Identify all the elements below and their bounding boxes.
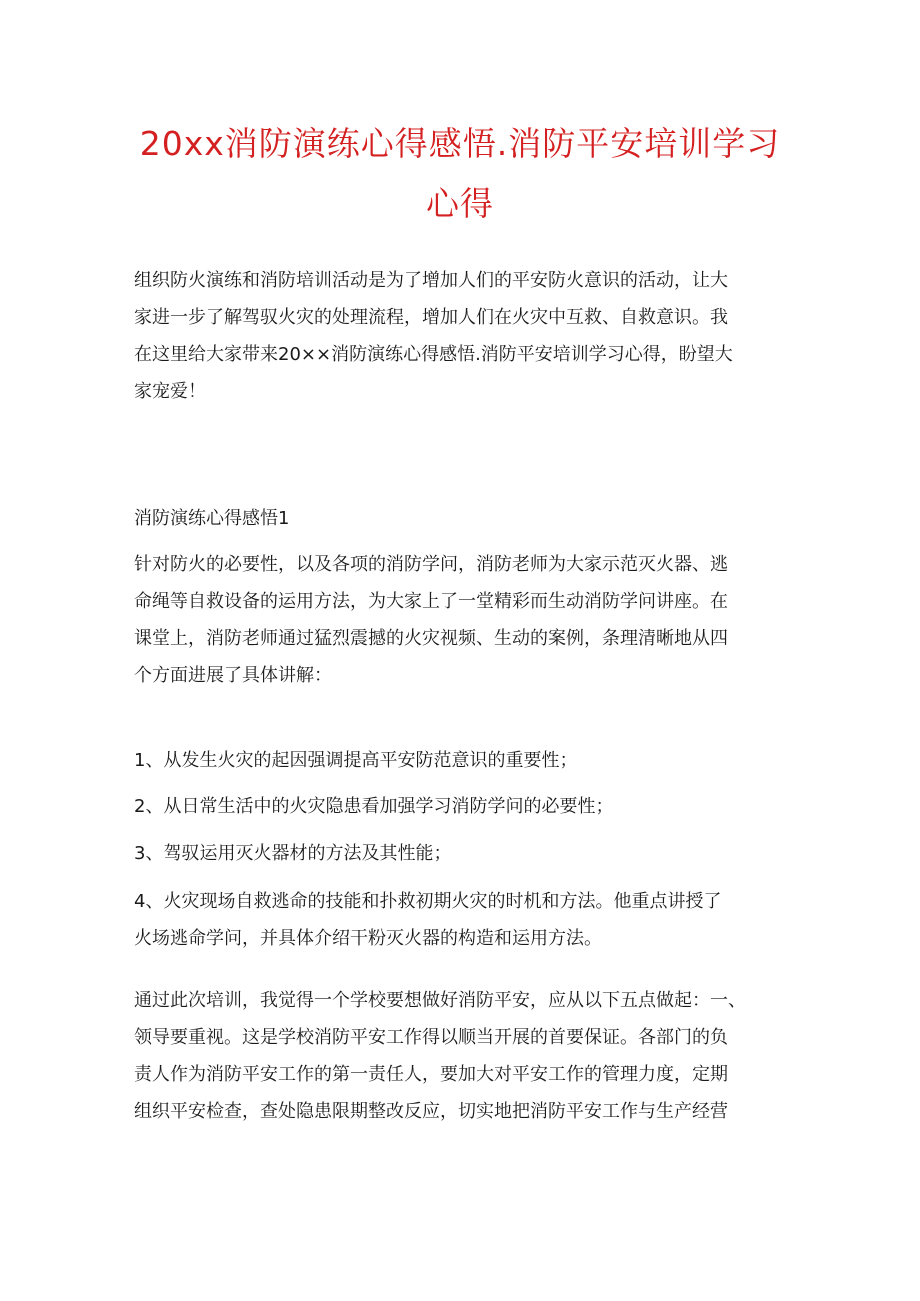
section-heading: 消防演练心得感悟1 [134, 508, 290, 529]
intro-line: 家进一步了解驾驭火灾的处理流程，增加人们在火灾中互救、自救意识。我 [134, 307, 728, 328]
list-item-text: 4、火灾现场自救逃命的技能和扑救初期火灾的时机和方法。他重点讲授了 [134, 891, 722, 912]
page-title-line2: 心得 [426, 184, 494, 223]
intro-line: 家宠爱！ [134, 381, 206, 402]
closing-paragraph [134, 982, 794, 1130]
closing-line: 组织平安检查，查处隐患限期整改反应，切实地把消防平安工作与生产经营 [134, 1101, 728, 1122]
list-item-2 [134, 788, 794, 825]
intro-line: 组织防火演练和消防培训活动是为了增加人们的平安防火意识的活动，让大 [134, 270, 728, 291]
section-line: 针对防火的必要性，以及各项的消防学问，消防老师为大家示范灭火器、逃 [134, 554, 728, 575]
list-item-1 [134, 742, 794, 779]
list-item-text: 3、驾驭运用灭火器材的方法及其性能； [134, 843, 452, 864]
closing-line: 责人作为消防平安工作的第一责任人，要加大对平安工作的管理力度，定期 [134, 1064, 728, 1085]
page-title-line1: 20xx消防演练心得感悟.消防平安培训学习 [139, 124, 781, 163]
list-item-text: 2、从日常生活中的火灾隐患看加强学习消防学问的必要性； [134, 796, 614, 817]
section-line: 命绳等自救设备的运用方法，为大家上了一堂精彩而生动消防学问讲座。在 [134, 591, 728, 612]
list-item-text: 1、从发生火灾的起因强调提高平安防范意识的重要性； [134, 750, 578, 771]
list-item-text: 火场逃命学问，并具体介绍干粉灭火器的构造和运用方法。 [134, 928, 602, 949]
intro-paragraph [134, 262, 794, 410]
intro-line: 在这里给大家带来20××消防演练心得感悟.消防平安培训学习心得，盼望大 [134, 344, 733, 365]
list-item-4 [134, 883, 794, 957]
section-paragraph [134, 546, 794, 694]
closing-line: 领导要重视。这是学校消防平安工作得以顺当开展的首要保证。各部门的负 [134, 1027, 728, 1048]
list-item-3 [134, 835, 794, 872]
section-line: 个方面进展了具体讲解： [134, 665, 332, 686]
closing-line: 通过此次培训，我觉得一个学校要想做好消防平安，应从以下五点做起：一、 [134, 990, 746, 1011]
section-line: 课堂上，消防老师通过猛烈震撼的火灾视频、生动的案例，条理清晰地从四 [134, 628, 728, 649]
